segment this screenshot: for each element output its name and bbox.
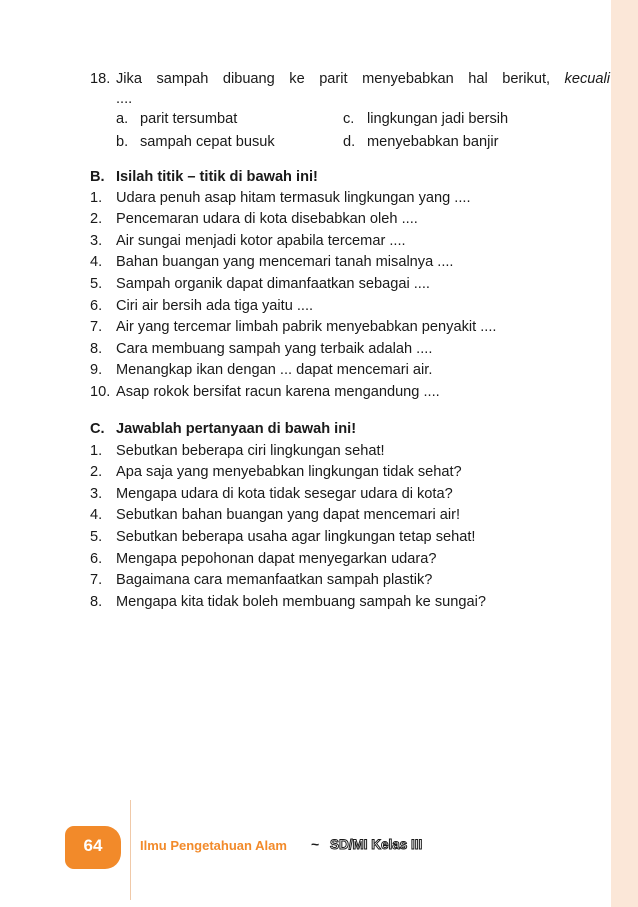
option-text: sampah cepat busuk	[140, 133, 275, 150]
item-number: 4.	[90, 254, 103, 271]
stem-word: dibuang	[222, 71, 275, 87]
item-text: Bagaimana cara memanfaatkan sampah plastik?	[116, 572, 433, 589]
question-18-ellipsis: ....	[116, 90, 133, 107]
list-item	[90, 441, 630, 463]
item-number: 1.	[90, 189, 103, 206]
item-number: 2.	[90, 464, 103, 481]
section-c-list	[90, 441, 630, 614]
list-item	[90, 549, 630, 571]
section-b-list	[90, 188, 630, 404]
item-number: 8.	[90, 593, 103, 610]
worksheet-content	[90, 69, 630, 613]
item-number: 3.	[90, 485, 103, 502]
list-item	[90, 592, 630, 614]
item-text: Sebutkan beberapa usaha agar lingkungan tetap sehat!	[116, 528, 476, 545]
stem-word: parit	[319, 71, 348, 87]
item-text: Mengapa pepohonan dapat menyegarkan udara?	[116, 550, 437, 567]
class-label: SD/MI Kelas III	[330, 837, 423, 852]
stem-word: ke	[289, 71, 305, 87]
option-label: a.	[116, 110, 129, 127]
item-number: 1.	[90, 442, 103, 459]
item-text: Sampah organik dapat dimanfaatkan sebagai ....	[116, 275, 430, 292]
item-text: Mengapa kita tidak boleh membuang sampah ke sungai?	[116, 593, 486, 610]
item-number: 3.	[90, 232, 103, 249]
item-text: Asap rokok bersifat racun karena mengandung ....	[116, 383, 440, 400]
question-18-ellipsis-row	[90, 91, 630, 108]
list-item	[90, 317, 630, 339]
list-item	[90, 462, 630, 484]
item-text: Pencemaran udara di kota disebabkan oleh ....	[116, 211, 418, 228]
item-number: 9.	[90, 362, 103, 379]
item-text: Mengapa udara di kota tidak sesegar udara di kota?	[116, 485, 453, 502]
item-number: 7.	[90, 319, 103, 336]
item-number: 4.	[90, 507, 103, 524]
item-text: Sebutkan bahan buangan yang dapat mencemari air!	[116, 507, 461, 524]
list-item	[90, 274, 630, 296]
item-text: Ciri air bersih ada tiga yaitu ....	[116, 297, 314, 314]
section-b-title	[90, 167, 630, 188]
stem-italic-word: kecuali	[564, 71, 610, 87]
item-text: Menangkap ikan dengan ... dapat mencemari air.	[116, 362, 433, 379]
options-row	[90, 131, 630, 154]
list-item	[90, 252, 630, 274]
item-number: 7.	[90, 572, 103, 589]
list-item	[90, 296, 630, 318]
question-18	[90, 69, 630, 154]
item-text: Air sungai menjadi kotor apabila tercemar ....	[116, 232, 406, 249]
item-text: Air yang tercemar limbah pabrik menyebabkan penyakit ....	[116, 319, 497, 336]
book-title: Ilmu Pengetahuan Alam	[140, 838, 287, 853]
section-label: C.	[90, 420, 105, 437]
option-text: parit tersumbat	[140, 110, 238, 127]
item-text: Apa saja yang menyebabkan lingkungan tidak sehat?	[116, 464, 462, 481]
list-item	[90, 382, 630, 404]
section-label: B.	[90, 168, 105, 185]
options-row	[90, 108, 630, 131]
item-text: Cara membuang sampah yang terbaik adalah ....	[116, 340, 433, 357]
list-item	[90, 505, 630, 527]
stem-word: hal	[468, 71, 488, 87]
question-18-stem	[90, 69, 630, 91]
item-text: Sebutkan beberapa ciri lingkungan sehat!	[116, 442, 385, 459]
list-item	[90, 570, 630, 592]
item-text: Bahan buangan yang mencemari tanah misalnya ....	[116, 254, 454, 271]
page-number: 64	[83, 836, 103, 855]
list-item	[90, 231, 630, 253]
option-d[interactable]	[343, 131, 498, 154]
list-item	[90, 527, 630, 549]
stem-word: Jika	[116, 71, 142, 87]
list-item	[90, 188, 630, 210]
list-item	[90, 339, 630, 361]
footer-separator: ~	[311, 836, 320, 852]
list-item	[90, 484, 630, 506]
option-label: c.	[343, 110, 355, 127]
section-heading: Isilah titik – titik di bawah ini!	[116, 168, 318, 185]
stem-word: berikut,	[502, 71, 551, 87]
section-c-title	[90, 417, 630, 441]
footer-divider	[130, 800, 131, 900]
option-label: b.	[116, 133, 129, 150]
question-number: 18.	[90, 71, 111, 87]
item-number: 8.	[90, 340, 103, 357]
item-number: 5.	[90, 528, 103, 545]
item-number: 10.	[90, 383, 111, 400]
item-number: 5.	[90, 275, 103, 292]
list-item	[90, 360, 630, 382]
option-a[interactable]	[116, 108, 237, 131]
item-number: 6.	[90, 297, 103, 314]
item-text: Udara penuh asap hitam termasuk lingkungan yang ....	[116, 189, 471, 206]
item-number: 2.	[90, 211, 103, 228]
option-c[interactable]	[343, 108, 508, 131]
item-number: 6.	[90, 550, 103, 567]
list-item	[90, 209, 630, 231]
option-text: menyebabkan banjir	[367, 133, 499, 150]
option-text: lingkungan jadi bersih	[367, 110, 509, 127]
option-label: d.	[343, 133, 356, 150]
option-b[interactable]	[116, 131, 275, 154]
stem-word: sampah	[156, 71, 209, 87]
section-heading: Jawablah pertanyaan di bawah ini!	[116, 420, 357, 437]
question-18-stem-text	[116, 69, 610, 91]
stem-word: menyebabkan	[362, 71, 454, 87]
